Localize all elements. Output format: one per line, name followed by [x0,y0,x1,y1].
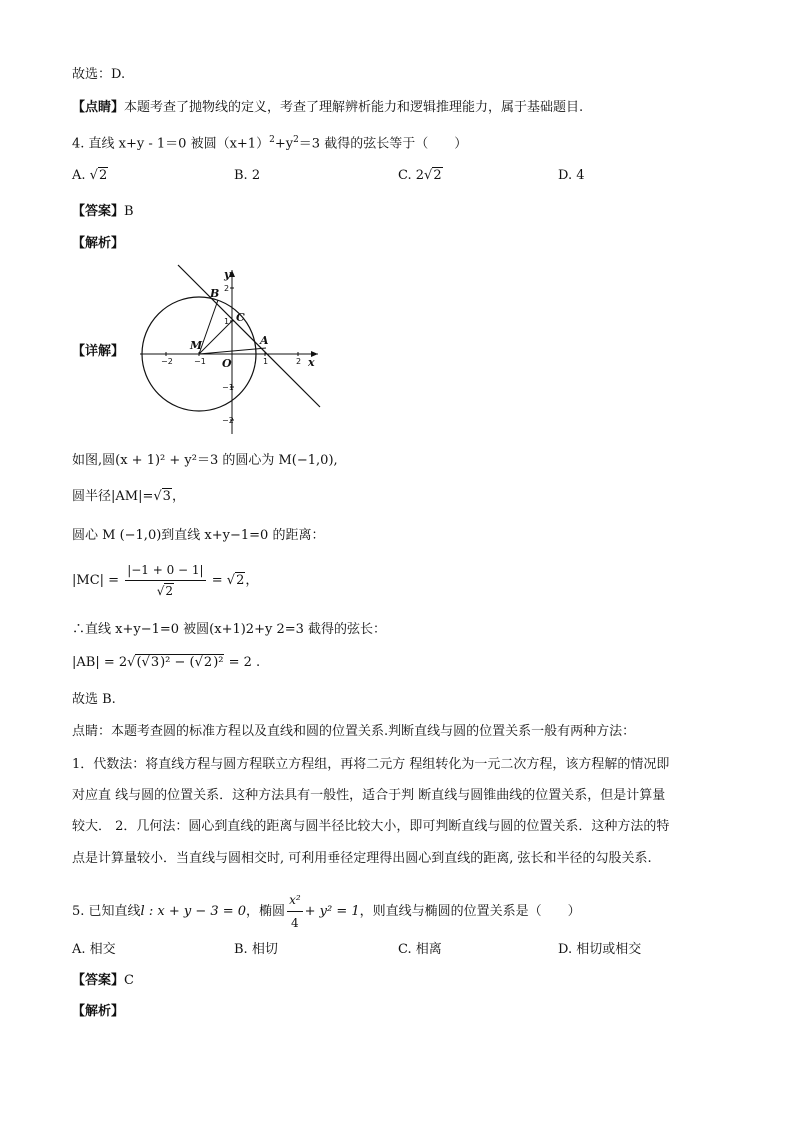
q4-answer: 【答案】B [72,204,134,219]
label-o: O [222,357,232,370]
tick-y-3: −2 [222,416,234,425]
q4-analysis-tag: 【解析】 [72,236,125,251]
q4-stem: 4. 直线 x+y - 1＝0 被圆$(x+1)^2+y^2=3$ 截得的弦长等于（ ） [72,135,468,152]
prev-comment [72,99,583,117]
tick-x-2: 1 [263,357,269,366]
q4-option-d: D. 4 [558,168,585,183]
q5-option-c: C. 相离 [398,942,442,957]
q4-sol-6: |AB| = 2√(√3)² − (√2)² = 2 . [72,655,261,670]
q4-detail-tag: 【详解】 [72,344,125,359]
q4-note-5: 点是计算量较小．当直线与圆相交时, 可利用垂径定理得出圆心到直线的距离, 弦长和半径的勾股关系. [72,851,652,866]
q5-option-a: A. 相交 [72,942,116,957]
q5-option-b: B. 相切 [234,942,278,957]
comment-text: 本题考查了抛物线的定义，考查了理解辨析能力和逻辑推理能力，属于基础题目. [124,100,584,115]
q4-sol-3: 圆心 M (−1,0)到直线 x+y−1=0 的距离： [72,528,325,543]
label-y: y [224,268,231,281]
q5-analysis-tag: 【解析】 [72,1004,125,1019]
tick-x-0: −2 [161,357,173,366]
tick-x-3: 2 [296,357,302,366]
label-x: x [308,356,315,369]
q4-note-2: 1．代数法：将直线方程与圆方程联立方程组，再将二元方 程组转化为一元二次方程，该方程解的情况即 [72,757,670,772]
q5-answer: 【答案】C [72,973,134,988]
tick-y-0: 2 [224,284,230,293]
label-a: A [260,334,269,347]
q4-sol-5: ∴直线 x+y−1=0 被圆(x+1)2+y 2=3 截得的弦长： [72,622,387,637]
tick-y-1: 1 [224,317,230,326]
q4-sol-7: 故选 B. [72,692,116,707]
tick-x-1: −1 [194,357,206,366]
q4-option-a: A. √2 [72,168,108,183]
q5-option-d: D. 相切或相交 [558,942,642,957]
label-b: B [210,287,220,300]
prev-select-line: 故选：D. [72,67,126,82]
q4-circle-figure [130,262,325,437]
q4-note-3: 对应直 线与圆的位置关系．这种方法具有一般性，适合于判 断直线与圆锥曲线的位置关系，但是计算量 [72,788,666,803]
label-c: C [236,311,245,324]
comment-tag: 【点睛】 [72,100,125,115]
q4-sol-2: 圆半径|AM|=√3， [72,489,185,504]
q4-note-1: 点睛：本题考查圆的标准方程以及直线和圆的位置关系.判断直线与圆的位置关系一般有两种方法： [72,724,636,739]
q5-stem: 5. 已知直线l : x + y − 3 = 0，椭圆 $\frac{\text{x²}}{4}$ + y² = 1，则直线与椭圆的位置关系是（ ） [72,889,581,934]
line-l [178,265,320,407]
tick-y-2: −1 [222,383,234,392]
label-m: M [190,339,203,352]
q4-option-b: B. 2 [234,168,261,183]
q4-option-c: C. 2√2 [398,168,442,183]
q4-note-4: 较大． 2．几何法：圆心到直线的距离与圆半径比较大小，即可判断直线与圆的位置关系．这种方法的特 [72,819,670,834]
q4-sol-4: |MC| = $\frac{|-1 + 0 - 1|}{√2}$ = √2， [72,560,258,601]
q4-sol-1: 如图,圆(x + 1)² + y²＝3 的圆心为 M(−1,0), [72,453,338,468]
